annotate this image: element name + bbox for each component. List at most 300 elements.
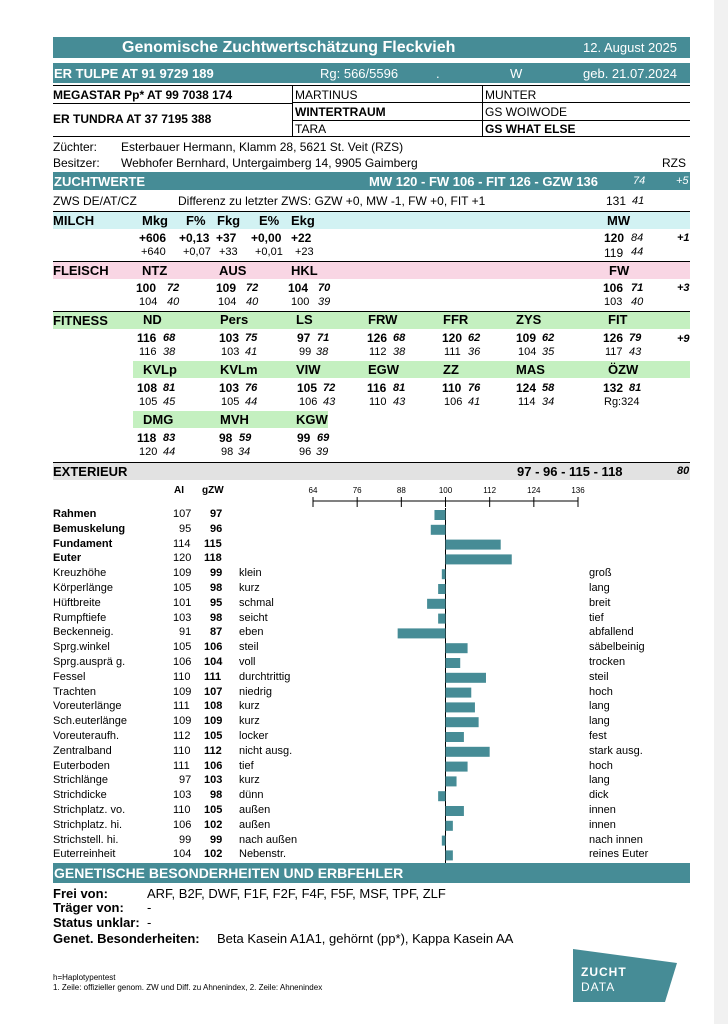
fitness-value: 114 xyxy=(518,396,536,408)
exterieur-row xyxy=(53,567,713,582)
fitness-value: 112 xyxy=(369,346,387,358)
zuchtwerte-bar xyxy=(53,172,690,190)
scale-tick-label: 136 xyxy=(571,486,585,495)
fitness-value: 98 xyxy=(221,446,234,458)
trait-gzw: 118 xyxy=(204,552,222,565)
fitness-accuracy: 34 xyxy=(238,446,251,458)
fitness-accuracy: 43 xyxy=(629,346,642,358)
fitness-value: 110 xyxy=(442,381,462,395)
fitness-col-headers-2 xyxy=(53,362,690,378)
owner-label: Besitzer: xyxy=(53,156,100,170)
fleisch-hkl: 104 xyxy=(288,281,309,295)
milch-col-mkg: Mkg xyxy=(142,213,168,228)
fitness-accuracy: 39 xyxy=(316,446,329,458)
trait-gzw: 87 xyxy=(210,626,223,639)
pedigree-sire-sire: MARTINUS xyxy=(295,88,358,102)
animal-bar xyxy=(53,63,690,83)
trait-right-label: nach innen xyxy=(589,833,643,846)
fleisch-fw-pa: 103 xyxy=(604,296,623,308)
trait-ai: 104 xyxy=(173,848,192,861)
milch-row-parent xyxy=(53,246,713,261)
pedigree-dam-sire-sire: GS WOIWODE xyxy=(485,105,567,119)
milch-fkg-pa: +33 xyxy=(219,246,238,258)
milch-row-official xyxy=(53,231,713,246)
trait-name: Sprg.winkel xyxy=(53,641,110,654)
trait-name: Euterreinheit xyxy=(53,848,116,861)
exterieur-row xyxy=(53,819,713,834)
trait-ai: 97 xyxy=(179,774,192,787)
trait-left-label: seicht xyxy=(239,611,268,624)
trait-name: Sprg.ausprä g. xyxy=(53,656,126,668)
exterieur-row xyxy=(53,686,713,701)
trait-name: Strichdicke xyxy=(53,789,107,802)
logo-text-1: ZUCHT xyxy=(581,965,627,979)
trait-ai: 95 xyxy=(179,522,192,535)
fitness-value: 103 xyxy=(221,346,240,358)
trait-gzw: 105 xyxy=(204,804,223,816)
fitness-value: 99 xyxy=(299,346,312,358)
trait-right-label: steil xyxy=(589,670,609,683)
trait-ai: 109 xyxy=(173,715,192,728)
fitness-value: 111 xyxy=(444,346,461,358)
trait-name: Kreuzhöhe xyxy=(53,567,107,580)
trait-name: Strichplatz. hi. xyxy=(53,818,123,831)
fitness-col-mas: MAS xyxy=(516,362,545,377)
fitness-accuracy: 75 xyxy=(245,332,258,344)
fitness-col-frw: FRW xyxy=(368,312,398,327)
trait-left-label: außen xyxy=(239,818,271,831)
pedigree-dam-dam: TARA xyxy=(295,122,327,136)
fitness-col-fit: FIT xyxy=(608,312,628,327)
trait-gzw: 112 xyxy=(204,744,222,757)
fleisch-ntz-pa: 104 xyxy=(139,296,158,308)
trait-gzw: 107 xyxy=(204,685,223,698)
trait-right-label: lang xyxy=(589,715,610,728)
fitness-accuracy: 43 xyxy=(393,396,406,408)
fleisch-col-ntz: NTZ xyxy=(142,263,168,278)
trait-name: Sch.euterlänge xyxy=(53,715,127,728)
report-date: 12. August 2025 xyxy=(583,40,677,55)
trait-name: Fundament xyxy=(53,537,113,550)
exterieur-row xyxy=(53,538,713,553)
sire: MEGASTAR Pp* AT 99 7038 174 xyxy=(53,88,233,102)
fitness-accuracy: 35 xyxy=(542,346,555,358)
fitness-fit-diff: +9 xyxy=(677,333,690,345)
milch-col-epct: E% xyxy=(259,213,280,228)
fitness-col-nd: ND xyxy=(143,312,162,327)
trait-left-label: kurz xyxy=(239,774,260,787)
animal-sex: W xyxy=(510,66,523,81)
trait-right-label: dick xyxy=(589,789,609,802)
trait-left-label: kurz xyxy=(239,582,260,594)
fitness-value: 120 xyxy=(139,446,158,458)
fitness-value: 99 xyxy=(297,431,311,445)
pedigree-sire-sire-sire: MUNTER xyxy=(485,88,537,102)
trait-name: Fessel xyxy=(53,670,86,683)
fitness-label: FITNESS xyxy=(53,313,108,328)
trait-left-label: tief xyxy=(239,759,254,772)
fitness-value: 117 xyxy=(605,346,623,358)
scale-tick-label: 124 xyxy=(527,486,541,495)
fitness-value: 104 xyxy=(518,346,537,358)
exterieur-row xyxy=(53,834,713,849)
exterieur-row xyxy=(53,789,713,804)
exterieur-row xyxy=(53,641,713,656)
trait-left-label: locker xyxy=(239,730,269,742)
fleisch-label: FLEISCH xyxy=(53,263,109,278)
trait-ai: 103 xyxy=(173,789,192,802)
footer-note-1: h=Haplotypentest xyxy=(53,973,116,982)
exterieur-row xyxy=(53,715,713,730)
fitness-col-egw: EGW xyxy=(368,362,400,377)
exterieur-row xyxy=(53,582,713,597)
trait-name: Euterboden xyxy=(53,759,110,772)
fitness-col-özw: ÖZW xyxy=(608,362,639,377)
trait-ai: 103 xyxy=(173,611,192,624)
scale-tick-label: 88 xyxy=(396,486,406,495)
zws-label: ZWS DE/AT/CZ xyxy=(53,194,137,208)
trait-gzw: 96 xyxy=(210,522,223,535)
fitness-accuracy: 68 xyxy=(393,332,406,344)
trait-gzw: 99 xyxy=(210,567,223,580)
trait-name: Zentralband xyxy=(53,744,112,757)
gzw-parent-average: 131 xyxy=(606,194,627,208)
fitness-value: 118 xyxy=(137,431,157,445)
trait-gzw: 111 xyxy=(204,670,222,683)
fitness-value: 105 xyxy=(139,396,158,408)
fleisch-aus-pa: 104 xyxy=(218,296,237,308)
trait-left-label: kurz xyxy=(239,715,260,728)
fitness-value: 103 xyxy=(219,381,240,395)
breeder-label: Züchter: xyxy=(53,140,98,154)
exterieur-label: EXTERIEUR xyxy=(53,464,128,479)
footer-note-2: 1. Zeile: offizieller genom. ZW und Diff. zu Ahnenindex, 2. Zeile: Ahnenindex xyxy=(53,983,323,992)
trait-ai: 99 xyxy=(179,833,192,846)
genetics-bar xyxy=(53,863,690,883)
trait-right-label: stark ausg. xyxy=(589,744,643,757)
fitness-value: 116 xyxy=(139,346,157,358)
milch-col-mw: MW xyxy=(607,213,631,228)
fitness-col-pers: Pers xyxy=(220,312,249,327)
fitness-col-mvh: MVH xyxy=(220,412,249,427)
trait-right-label: abfallend xyxy=(589,626,634,639)
trait-right-label: innen xyxy=(589,804,616,816)
fitness-accuracy: 58 xyxy=(542,382,555,394)
fitness-value: 110 xyxy=(369,396,387,408)
status-label: Status unklar: xyxy=(53,915,140,930)
trait-ai: 110 xyxy=(173,670,191,683)
trait-left-label: dünn xyxy=(239,789,264,802)
fitness-col-kgw: KGW xyxy=(296,412,328,427)
milch-mkg: +606 xyxy=(139,231,167,245)
exterieur-accuracy: 80 xyxy=(677,465,690,477)
trait-left-label: klein xyxy=(239,567,262,580)
zuchtwerte-diff: +5 xyxy=(676,175,689,187)
trait-left-label: nicht ausg. xyxy=(239,744,293,757)
fitness-accuracy: 34 xyxy=(542,396,555,408)
trait-ai: 109 xyxy=(173,685,192,698)
trait-left-label: kurz xyxy=(239,700,260,713)
trait-gzw: 102 xyxy=(204,848,223,861)
title-bar xyxy=(53,37,690,58)
fitness-value: 98 xyxy=(219,431,233,445)
fleisch-header xyxy=(53,261,690,279)
trait-right-label: groß xyxy=(589,567,612,580)
exterieur-row xyxy=(53,774,713,789)
milch-ekg-pa: +23 xyxy=(295,246,314,258)
frei-label: Frei von: xyxy=(53,886,108,901)
exterieur-row xyxy=(53,671,713,686)
traeger-value: - xyxy=(147,900,152,915)
fitness-value: 116 xyxy=(367,381,387,395)
fitness-col-ffr: FFR xyxy=(443,312,469,327)
fleisch-aus-accuracy: 72 xyxy=(246,282,259,294)
fitness-accuracy: 44 xyxy=(163,446,176,458)
fleisch-fw: 106 xyxy=(603,281,624,295)
fleisch-fw-diff: +3 xyxy=(677,282,690,294)
trait-right-label: lang xyxy=(589,700,610,713)
trait-gzw: 115 xyxy=(204,537,222,550)
fitness-row-1-official xyxy=(53,331,713,346)
report-title: Genomische Zuchtwertschätzung Fleckvieh xyxy=(122,39,456,56)
exterieur-row xyxy=(53,760,713,775)
trait-right-label: trocken xyxy=(589,656,626,668)
trait-gzw: 98 xyxy=(210,611,223,624)
fitness-value: 126 xyxy=(603,331,624,345)
fitness-value: 126 xyxy=(367,331,388,345)
exterieur-col-gzw: gZW xyxy=(202,485,224,496)
exterieur-row xyxy=(53,656,713,671)
fleisch-aus-pa-accuracy: 40 xyxy=(246,296,259,308)
trait-right-label: innen xyxy=(589,818,616,831)
trait-name: Rahmen xyxy=(53,508,97,520)
trait-left-label: steil xyxy=(239,641,259,654)
milch-col-ekg: Ekg xyxy=(291,213,315,228)
traeger-label: Träger von: xyxy=(53,900,124,915)
fitness-value: 109 xyxy=(516,331,537,345)
exterieur-row xyxy=(53,508,713,523)
trait-right-label: hoch xyxy=(589,759,613,772)
fitness-accuracy: 38 xyxy=(163,346,176,358)
fitness-col-zys: ZYS xyxy=(516,312,542,327)
frei-value: ARF, B2F, DWF, F1F, F2F, F4F, F5F, MSF, TPF, ZLF xyxy=(147,886,446,901)
trait-ai: 109 xyxy=(173,567,192,580)
trait-gzw: 106 xyxy=(204,759,223,772)
fitness-value: 97 xyxy=(297,331,311,345)
owner: Webhofer Bernhard, Untergaimberg 14, 9905 Gaimberg xyxy=(121,156,418,170)
trait-gzw: 105 xyxy=(204,730,223,742)
trait-right-label: breit xyxy=(589,596,611,609)
fitness-value: 120 xyxy=(442,331,463,345)
fleisch-aus: 109 xyxy=(216,281,237,295)
milch-header xyxy=(53,211,690,229)
exterieur-summary: 97 - 96 - 115 - 118 xyxy=(517,464,623,479)
trait-right-label: tief xyxy=(589,611,604,624)
trait-right-label: hoch xyxy=(589,685,613,698)
fitness-accuracy: 59 xyxy=(239,432,252,444)
scale-tick-label: 76 xyxy=(352,486,362,495)
trait-right-label: fest xyxy=(589,730,607,742)
fitness-accuracy: 38 xyxy=(393,346,406,358)
trait-left-label: voll xyxy=(239,656,256,668)
animal-birth: geb. 21.07.2024 xyxy=(583,66,677,81)
trait-ai: 101 xyxy=(173,596,192,609)
trait-gzw: 98 xyxy=(210,789,223,802)
trait-ai: 107 xyxy=(173,508,192,520)
zuchtwerte-summary: MW 120 - FW 106 - FIT 126 - GZW 136 xyxy=(369,174,598,189)
fleisch-hkl-pa: 100 xyxy=(291,296,310,308)
milch-epct: +0,00 xyxy=(251,231,282,245)
fitness-accuracy: 38 xyxy=(316,346,329,358)
trait-name: Strichplatz. vo. xyxy=(53,804,126,816)
trait-gzw: 104 xyxy=(204,656,223,668)
exterieur-row xyxy=(53,730,713,745)
milch-mw-pa-accuracy: 44 xyxy=(631,246,644,258)
gzw-parent-average-accuracy: 41 xyxy=(632,195,645,207)
milch-label: MILCH xyxy=(53,213,95,228)
milch-mw-pa: 119 xyxy=(604,246,624,260)
fitness-accuracy: 79 xyxy=(629,332,642,344)
trait-ai: 114 xyxy=(173,537,191,550)
fleisch-fw-accuracy: 71 xyxy=(631,282,644,294)
trait-name: Voreuterlänge xyxy=(53,700,122,713)
trait-right-label: säbelbeinig xyxy=(589,641,645,654)
fitness-col-zz: ZZ xyxy=(443,362,459,377)
trait-name: Rumpftiefe xyxy=(53,611,107,624)
fitness-accuracy: 41 xyxy=(468,396,481,408)
exterieur-row xyxy=(53,848,713,863)
fleisch-row-official xyxy=(53,281,713,296)
trait-ai: 112 xyxy=(173,730,191,742)
trait-gzw: 95 xyxy=(210,596,223,609)
exterieur-row xyxy=(53,552,713,567)
trait-left-label: eben xyxy=(239,626,264,639)
status-value: - xyxy=(147,915,152,930)
genetics-label: GENETISCHE BESONDERHEITEN UND ERBFEHLER xyxy=(54,865,404,881)
fleisch-col-hkl: HKL xyxy=(291,263,318,278)
dam: ER TUNDRA AT 37 7195 388 xyxy=(53,112,212,126)
fitness-accuracy: 43 xyxy=(323,396,336,408)
fitness-accuracy: 45 xyxy=(163,396,176,408)
fitness-row-3-parent xyxy=(53,446,713,460)
milch-epct-pa: +0,01 xyxy=(255,246,283,258)
trait-ai: 110 xyxy=(173,804,191,816)
trait-gzw: 108 xyxy=(204,700,223,713)
trait-ai: 120 xyxy=(173,552,192,565)
trait-left-label: schmal xyxy=(239,596,274,609)
trait-left-label: durchtrittig xyxy=(239,670,291,683)
trait-ai: 106 xyxy=(173,818,192,831)
exterieur-row xyxy=(53,700,713,715)
fitness-accuracy: 44 xyxy=(245,396,258,408)
trait-gzw: 106 xyxy=(204,641,223,654)
fitness-col-dmg: DMG xyxy=(143,412,174,427)
fitness-accuracy: 81 xyxy=(629,382,642,394)
owner-rzs: RZS xyxy=(662,156,686,170)
trait-ai: 106 xyxy=(173,656,192,668)
fitness-value: 108 xyxy=(137,381,158,395)
trait-right-label: reines Euter xyxy=(589,848,649,861)
trait-name: Bemuskelung xyxy=(53,522,126,535)
scale-tick-label: 64 xyxy=(308,486,318,495)
trait-name: Beckenneig. xyxy=(53,626,114,639)
fleisch-col-aus: AUS xyxy=(219,263,247,278)
scale-tick-label: 100 xyxy=(438,486,453,495)
fleisch-ntz: 100 xyxy=(136,281,157,295)
trait-right-label: lang xyxy=(589,774,610,787)
milch-mkg-pa: +640 xyxy=(141,246,166,258)
fitness-value: 124 xyxy=(516,381,537,395)
exterieur-row xyxy=(53,612,713,627)
fleisch-ntz-pa-accuracy: 40 xyxy=(167,296,180,308)
exterieur-row xyxy=(53,597,713,612)
fleisch-col-fw: FW xyxy=(609,263,630,278)
trait-ai: 105 xyxy=(173,582,192,594)
milch-fpct-pa: +0,07 xyxy=(183,246,211,258)
fitness-row-3-official xyxy=(53,431,713,446)
trait-name: Euter xyxy=(53,552,82,565)
trait-gzw: 102 xyxy=(204,818,223,831)
milch-mw: 120 xyxy=(604,231,625,245)
animal-name-id: ER TULPE AT 91 9729 189 xyxy=(54,66,214,81)
fitness-accuracy: 81 xyxy=(163,382,176,394)
trait-left-label: Nebenstr. xyxy=(239,848,287,861)
ozw-rank: Rg:324 xyxy=(604,396,640,408)
trait-left-label: außen xyxy=(239,804,271,816)
fitness-col-kvlm: KVLm xyxy=(220,362,258,377)
besonder-value: Beta Kasein A1A1, gehörnt (pp*), Kappa Kasein AA xyxy=(217,931,514,946)
milch-fkg: +37 xyxy=(216,231,237,245)
exterieur-row xyxy=(53,804,713,819)
fleisch-ntz-accuracy: 72 xyxy=(167,282,180,294)
trait-gzw: 103 xyxy=(204,774,223,787)
fleisch-fw-pa-accuracy: 40 xyxy=(631,296,644,308)
fleisch-hkl-accuracy: 70 xyxy=(318,282,331,294)
trait-name: Strichlänge xyxy=(53,774,109,787)
milch-col-fpct: F% xyxy=(186,213,206,228)
fitness-value: 132 xyxy=(603,381,624,395)
trait-ai: 111 xyxy=(173,759,190,772)
exterieur-row xyxy=(53,745,713,760)
fitness-value: 105 xyxy=(297,381,318,395)
milch-mw-accuracy: 84 xyxy=(631,232,644,244)
trait-left-label: nach außen xyxy=(239,833,298,846)
trait-name: Trachten xyxy=(53,685,97,698)
fitness-row-2-official xyxy=(53,381,713,396)
zuchtwerte-accuracy: 74 xyxy=(633,175,646,187)
besonder-label: Genet. Besonderheiten: xyxy=(53,931,200,946)
fitness-col-headers-1 xyxy=(53,312,690,328)
trait-gzw: 109 xyxy=(204,715,223,728)
trait-ai: 110 xyxy=(173,744,191,757)
milch-col-fkg: Fkg xyxy=(217,213,241,228)
fitness-row-1-parent xyxy=(53,346,713,360)
trait-gzw: 97 xyxy=(210,508,223,520)
fitness-accuracy: 83 xyxy=(163,432,176,444)
animal-dot: . xyxy=(436,66,440,81)
milch-mw-diff: +1 xyxy=(677,232,690,244)
fitness-accuracy: 76 xyxy=(245,382,258,394)
pedigree-dam-sire: WINTERTRAUM xyxy=(295,105,386,119)
trait-right-label: lang xyxy=(589,582,610,594)
fitness-value: 106 xyxy=(444,396,463,408)
trait-gzw: 98 xyxy=(210,582,223,594)
milch-fpct: +0,13 xyxy=(179,231,210,245)
fitness-accuracy: 72 xyxy=(323,382,336,394)
fitness-value: 116 xyxy=(137,331,157,345)
animal-rank: Rg: 566/5596 xyxy=(320,66,399,81)
fitness-accuracy: 62 xyxy=(468,332,481,344)
